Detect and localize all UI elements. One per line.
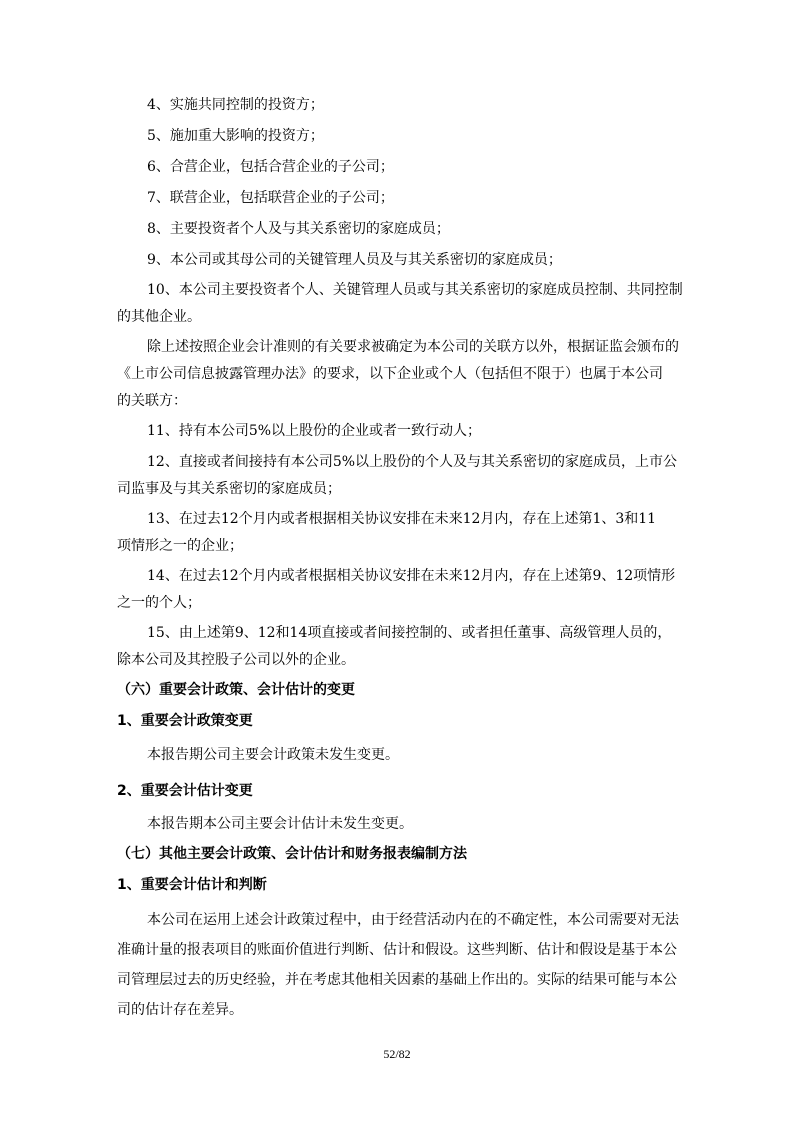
list-item-continuation: 之一的个人； — [117, 595, 201, 611]
body-paragraph-continuation: 司的估计存在差异。 — [117, 1002, 243, 1018]
body-paragraph: 除上述按照企业会计准则的有关要求被确定为本公司的关联方以外，根据证监会颁布的 — [147, 339, 679, 355]
body-paragraph-continuation: 司管理层过去的历史经验，并在考虑其他相关因素的基础上作出的。实际的结果可能与本公 — [117, 972, 677, 988]
list-item: 10、本公司主要投资者个人、关键管理人员或与其关系密切的家庭成员控制、共同控制 — [147, 282, 683, 298]
list-item-continuation: 项情形之一的企业； — [117, 538, 243, 554]
list-item: 14、在过去12个月内或者根据相关协议安排在未来12月内，存在上述第9、12项情形 — [147, 568, 676, 584]
list-item-continuation: 司监事及与其关系密切的家庭成员； — [117, 481, 341, 497]
subsection-heading: 1、重要会计政策变更 — [117, 713, 253, 729]
list-item: 13、在过去12个月内或者根据相关协议安排在未来12月内，存在上述第1、3和11 — [147, 511, 657, 527]
section-heading: （七）其他主要会计政策、会计估计和财务报表编制方法 — [117, 846, 467, 862]
list-item: 4、实施共同控制的投资方； — [147, 97, 324, 113]
body-paragraph: 本报告期公司主要会计政策未发生变更。 — [147, 747, 399, 763]
list-item-continuation: 除本公司及其控股子公司以外的企业。 — [117, 652, 355, 668]
body-paragraph: 本报告期本公司主要会计估计未发生变更。 — [147, 816, 413, 832]
list-item: 15、由上述第9、12和14项直接或者间接控制的、或者担任董事、高级管理人员的， — [147, 625, 672, 641]
list-item: 12、直接或者间接持有本公司5%以上股份的个人及与其关系密切的家庭成员，上市公 — [147, 454, 678, 470]
body-paragraph: 本公司在运用上述会计政策过程中，由于经营活动内在的不确定性，本公司需要对无法 — [147, 912, 679, 928]
list-item: 9、本公司或其母公司的关键管理人员及与其关系密切的家庭成员； — [147, 252, 562, 268]
section-heading: （六）重要会计政策、会计估计的变更 — [117, 682, 355, 698]
subsection-heading: 1、重要会计估计和判断 — [117, 877, 267, 893]
list-item: 6、合营企业，包括合营企业的子公司； — [147, 159, 394, 175]
list-item: 8、主要投资者个人及与其关系密切的家庭成员； — [147, 221, 450, 237]
body-paragraph-continuation: 准确计量的报表项目的账面价值进行判断、估计和假设。这些判断、估计和假设是基于本公 — [117, 942, 677, 958]
page-number: 52/82 — [383, 1047, 411, 1061]
list-item-continuation: 的其他企业。 — [117, 309, 201, 325]
list-item: 5、施加重大影响的投资方； — [147, 128, 324, 144]
list-item: 11、持有本公司5%以上股份的企业或者一致行动人； — [147, 423, 482, 439]
body-paragraph-continuation: 《上市公司信息披露管理办法》的要求，以下企业或个人（包括但不限于）也属于本公司 — [117, 366, 663, 382]
subsection-heading: 2、重要会计估计变更 — [117, 783, 253, 799]
list-item: 7、联营企业，包括联营企业的子公司； — [147, 190, 394, 206]
body-paragraph-continuation: 的关联方： — [117, 393, 187, 409]
